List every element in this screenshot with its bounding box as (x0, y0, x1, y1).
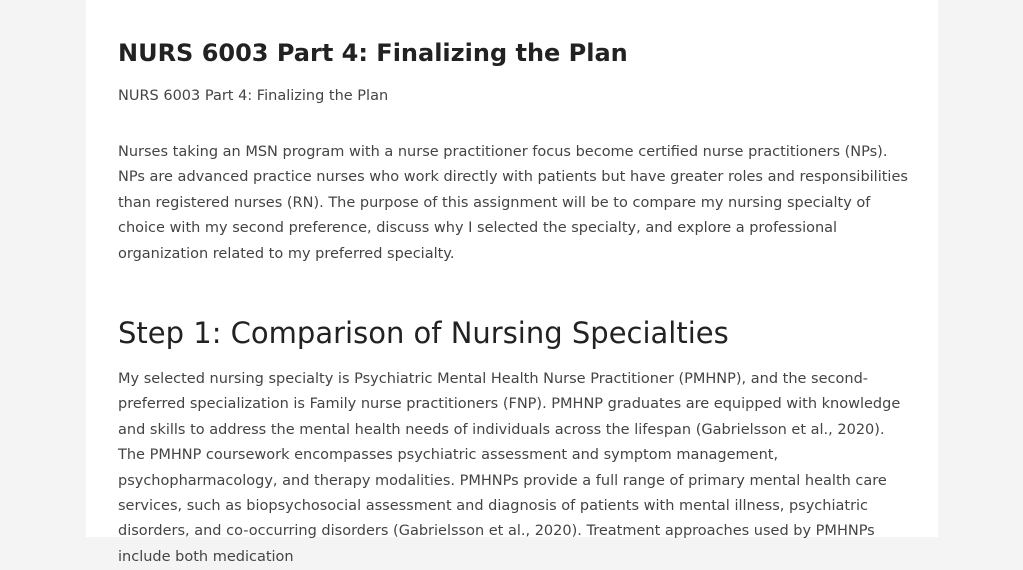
intro-paragraph: Nurses taking an MSN program with a nurse practitioner focus become certified nurse practitioners (NPs). NPs are advanced practice nurses who work directly with patients but have greater roles and responsibilities than registered nurses (RN). The purpose of this assignment will be to compare my nursing specialty of choice with my second preference, discuss why I selected the specialty, and explore a professional organization related to my preferred specialty. (118, 144, 908, 262)
section-paragraph: My selected nursing specialty is Psychiatric Mental Health Nurse Practitioner (PMHNP), and the second-preferred specialization is Family nurse practitioners (FNP). PMHNP graduates are equipped with knowledge and skills to address the mental health needs of individuals across the lifespan (Gabrielsson et al., 2020). The PMHNP coursework encompasses psychiatric assessment and symptom management, psychopharmacology, and therapy modalities. PMHNPs provide a full range of primary mental health care services, such as biopsychosocial assessment and diagnosis of patients with mental illness, psychiatric disorders, and co-occurring disorders (Gabrielsson et al., 2020). Treatment approaches used by PMHNPs include both medication (118, 371, 901, 565)
section-heading: Step 1: Comparison of Nursing Specialties (118, 316, 729, 350)
article-subtitle: NURS 6003 Part 4: Finalizing the Plan (118, 88, 389, 104)
article-title: NURS 6003 Part 4: Finalizing the Plan (118, 39, 628, 67)
article-page (86, 0, 938, 565)
